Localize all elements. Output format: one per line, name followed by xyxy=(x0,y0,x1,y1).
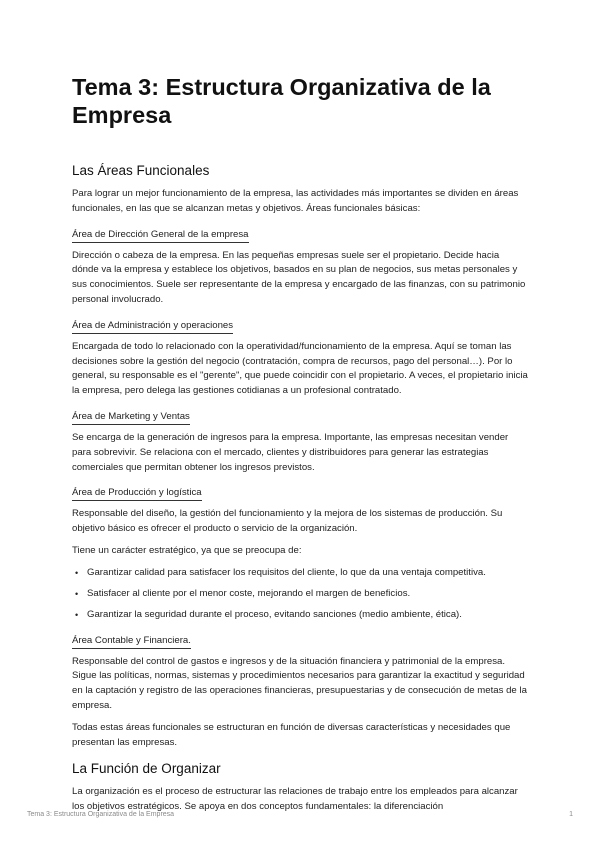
paragraph-marketing: Se encarga de la generación de ingresos para la empresa. Importante, las empresas necesitan vender para sobrevivir. Se relaciona con el mercado, clientes y distribuidores para generar las estrategias comerciales que permitan obtener los ingresos previstos. xyxy=(72,431,509,473)
section-heading-organizar: La Función de Organizar xyxy=(72,761,221,777)
document-body xyxy=(72,162,528,822)
bullet-text: Garantizar calidad para satisfacer los requisitos del cliente, lo que da una ventaja competitiva. xyxy=(87,566,486,578)
section-intro: Para lograr un mejor funcionamiento de la empresa, las actividades más importantes se dividen en áreas funcionales, en las que se alcanzan metas y objetivos. Áreas funcionales básicas: xyxy=(72,188,519,214)
list-item xyxy=(72,608,528,623)
paragraph-produccion: Responsable del diseño, la gestión del funcionamiento y la mejora de los sistemas de producción. Su objetivo básico es ofrecer el producto o servicio de la organización. xyxy=(72,508,503,535)
subheading-produccion: Área de Producción y logística xyxy=(72,486,202,501)
subheading-direccion: Área de Dirección General de la empresa xyxy=(72,228,249,243)
paragraph-contable: Responsable del control de gastos e ingresos y de la situación financiera y patrimonial de la empresa. Sigue las políticas, normas, sistemas y procedimientos necesarios para garantizar la exactitud y seguridad en la captación y registro de las operaciones financieras, presupuestarias y de consecución de metas de la empresa. xyxy=(72,655,527,712)
paragraph-direccion: Dirección o cabeza de la empresa. En las pequeñas empresas suele ser el propietario. Decide hacia dónde va la empresa y establece los objetivos, basados en su plan de negocios, sus metas personales y sus conocimientos. Suele ser representante de la empresa y encargado de las finanzas, con su patrimonio personal involucrado. xyxy=(72,249,526,305)
paragraph-closing: Todas estas áreas funcionales se estructuran en función de diversas características y necesidades que presentan las empresas. xyxy=(72,721,511,748)
document-title: Tema 3: Estructura Organizativa de la Empresa xyxy=(72,74,491,128)
bullet-icon: • xyxy=(75,567,79,578)
bullet-text: Garantizar la seguridad durante el proceso, evitando sanciones (medio ambiente, ética). xyxy=(87,609,462,621)
footer-page-number: 1 xyxy=(569,811,573,818)
subheading-administracion: Área de Administración y operaciones xyxy=(72,319,233,334)
bullet-icon: • xyxy=(75,589,79,600)
section-heading-areas: Las Áreas Funcionales xyxy=(72,163,210,178)
strategy-bullet-list xyxy=(72,566,528,623)
paragraph-produccion-strategic: Tiene un carácter estratégico, ya que se preocupa de: xyxy=(72,544,302,556)
paragraph-organizar: La organización es el proceso de estructurar las relaciones de trabajo entre los empleados para alcanzar los objetivos estratégicos. Se apoya en dos conceptos fundamentales: la diferenciación xyxy=(72,786,518,813)
list-item xyxy=(72,566,528,581)
list-item xyxy=(72,587,528,602)
paragraph-administracion: Encargada de todo lo relacionado con la operatividad/funcionamiento de la empresa. Aquí se toman las decisiones sobre la gestión del negocio (contratación, compra de recursos, pago del personal…). Por lo general, su responsable es el "gerente", que puede coincidir con el propietario. A veces, el propietario inicia la empresa, pero delega las gestiones cotidianas a un profesional contratado. xyxy=(72,340,528,397)
footer-document-title: Tema 3: Estructura Organizativa de la Empresa xyxy=(27,811,175,818)
subheading-contable: Área Contable y Financiera. xyxy=(72,634,191,649)
bullet-text: Satisfacer al cliente por el menor coste, mejorando el margen de beneficios. xyxy=(87,588,411,600)
subheading-marketing: Área de Marketing y Ventas xyxy=(72,410,190,425)
bullet-icon: • xyxy=(75,610,79,621)
